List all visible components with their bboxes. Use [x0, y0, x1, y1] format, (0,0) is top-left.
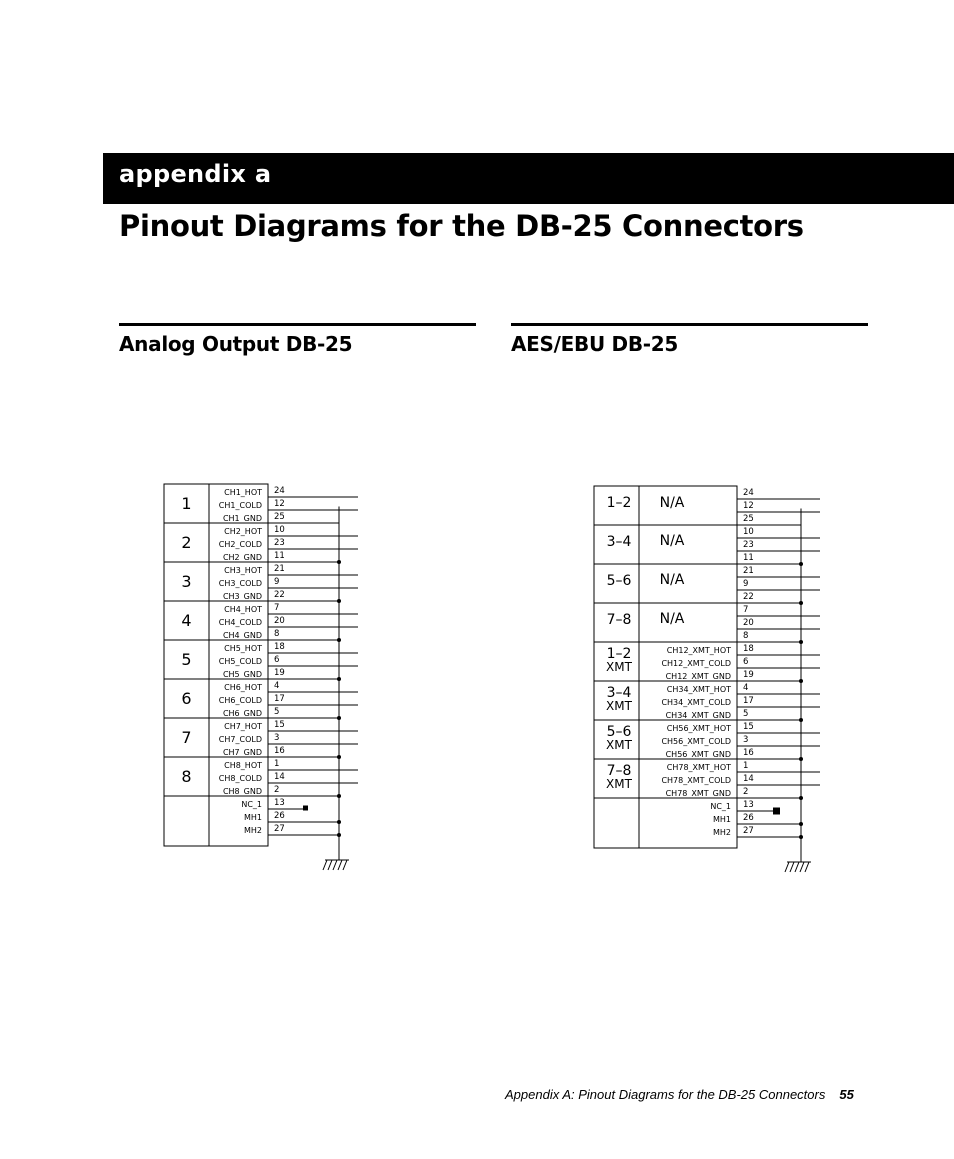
aes-section-rule [511, 323, 868, 326]
signal-label: NC_1 [710, 802, 731, 811]
channel-label: 1–2 [606, 646, 632, 662]
pin-number: 20 [743, 618, 754, 628]
signal-label: CH1_HOT [224, 488, 262, 497]
ground-hatch [328, 860, 332, 870]
channel-label: 3–4 [606, 685, 632, 701]
ground-hatch [805, 862, 809, 872]
pin-number: 1 [274, 759, 280, 769]
channel-label: 7–8 [606, 763, 632, 779]
pin-number: 6 [274, 655, 280, 665]
pin-number: 3 [274, 733, 280, 743]
signal-label: CH4_COLD [218, 618, 262, 627]
pin-number: 26 [743, 813, 754, 823]
pin-number: 5 [274, 707, 280, 717]
not-available-label: N/A [659, 611, 685, 627]
signal-label: CH6_HOT [224, 683, 262, 692]
analog-section-heading: Analog Output DB-25 [119, 332, 353, 356]
pin-number: 14 [274, 772, 285, 782]
pin-number: 19 [743, 670, 754, 680]
channel-label: 5–6 [606, 573, 632, 589]
aes-pinout-diagram [580, 470, 850, 890]
signal-label: CH7_HOT [224, 722, 262, 731]
pin-number: 4 [274, 681, 280, 691]
pin-number: 11 [274, 551, 285, 561]
pin-number: 15 [743, 722, 754, 732]
channel-label: 4 [181, 611, 192, 630]
signal-label: CH2_GND [222, 553, 262, 562]
ground-hatch [323, 860, 327, 870]
signal-label: CH56_XMT_HOT [666, 724, 731, 733]
signal-label: CH78_XMT_COLD [661, 776, 731, 785]
ground-hatch [785, 862, 789, 872]
pin-number: 10 [743, 527, 754, 537]
pin-number: 2 [743, 787, 749, 797]
ground-hatch [338, 860, 342, 870]
signal-label: CH56_XMT_GND [665, 750, 731, 759]
ground-hatch [795, 862, 799, 872]
channel-label: 2 [181, 533, 192, 552]
pin-number: 7 [743, 605, 749, 615]
channel-label: 3–4 [606, 534, 632, 550]
channel-sublabel: XMT [606, 699, 632, 713]
ground-hatch [800, 862, 804, 872]
signal-label: MH2 [712, 828, 731, 837]
pin-number: 10 [274, 525, 285, 535]
channel-label: 5–6 [606, 724, 632, 740]
signal-label: CH78_XMT_GND [665, 789, 731, 798]
signal-label: CH3_HOT [224, 566, 262, 575]
ground-hatch [333, 860, 337, 870]
pin-number: 25 [743, 514, 754, 524]
pin-number: 23 [743, 540, 754, 550]
signal-label: CH2_COLD [218, 540, 262, 549]
pin-number: 22 [743, 592, 754, 602]
page-number: 55 [839, 1087, 854, 1102]
signal-label: CH12_XMT_HOT [666, 646, 731, 655]
not-available-label: N/A [659, 572, 685, 588]
channel-label: 7 [181, 728, 192, 747]
channel-label: 3 [181, 572, 192, 591]
pin-number: 26 [274, 811, 285, 821]
signal-label: CH6_GND [222, 709, 262, 718]
signal-label: CH6_COLD [218, 696, 262, 705]
pin-number: 18 [274, 642, 285, 652]
signal-label: CH7_GND [222, 748, 262, 757]
signal-label: CH34_XMT_HOT [666, 685, 731, 694]
signal-label: CH4_HOT [224, 605, 262, 614]
pin-number: 23 [274, 538, 285, 548]
pin-number: 15 [274, 720, 285, 730]
ground-hatch [343, 860, 347, 870]
pin-number: 18 [743, 644, 754, 654]
pin-number: 14 [743, 774, 754, 784]
pin-number: 7 [274, 603, 280, 613]
channel-sublabel: XMT [606, 660, 632, 674]
pin-number: 6 [743, 657, 749, 667]
signal-label: CH5_HOT [224, 644, 262, 653]
channel-label: 8 [181, 767, 192, 786]
signal-label: CH5_GND [222, 670, 262, 679]
signal-label: CH5_COLD [218, 657, 262, 666]
analog-pinout-diagram [150, 470, 390, 880]
signal-label: CH4_GND [222, 631, 262, 640]
pin-number: 8 [274, 629, 280, 639]
pin-number: 13 [274, 798, 285, 808]
pin-number: 21 [274, 564, 285, 574]
signal-label: CH12_XMT_GND [665, 672, 731, 681]
signal-label: CH2_HOT [224, 527, 262, 536]
pin-number: 1 [743, 761, 749, 771]
signal-label: CH8_HOT [224, 761, 262, 770]
pin-number: 11 [743, 553, 754, 563]
pin-number: 3 [743, 735, 749, 745]
pin-number: 4 [743, 683, 749, 693]
channel-sublabel: XMT [606, 738, 632, 752]
nc-terminal [773, 808, 780, 815]
channel-label: 6 [181, 689, 192, 708]
aes-section-heading: AES/EBU DB-25 [511, 332, 679, 356]
nc-terminal [303, 806, 308, 811]
pin-number: 5 [743, 709, 749, 719]
signal-label: CH7_COLD [218, 735, 262, 744]
pin-number: 27 [743, 826, 754, 836]
channel-label: 1–2 [606, 495, 632, 511]
channel-sublabel: XMT [606, 777, 632, 791]
channel-label: 7–8 [606, 612, 632, 628]
pin-number: 24 [743, 488, 754, 498]
signal-label: CH12_XMT_COLD [661, 659, 731, 668]
signal-label: CH56_XMT_COLD [661, 737, 731, 746]
ground-hatch [790, 862, 794, 872]
signal-label: CH1_COLD [218, 501, 262, 510]
analog-section-rule [119, 323, 476, 326]
pin-number: 20 [274, 616, 285, 626]
pin-number: 13 [743, 800, 754, 810]
not-available-label: N/A [659, 533, 685, 549]
pin-number: 2 [274, 785, 280, 795]
signal-label: NC_1 [241, 800, 262, 809]
signal-label: MH2 [243, 826, 262, 835]
pin-number: 24 [274, 486, 285, 496]
pin-number: 16 [274, 746, 285, 756]
pin-number: 12 [274, 499, 285, 509]
appendix-banner [103, 153, 954, 204]
pin-number: 27 [274, 824, 285, 834]
page-footer [505, 1087, 854, 1102]
signal-label: CH8_COLD [218, 774, 262, 783]
signal-label: CH78_XMT_HOT [666, 763, 731, 772]
signal-label: MH1 [712, 815, 731, 824]
pin-number: 17 [274, 694, 285, 704]
signal-label: CH8_GND [222, 787, 262, 796]
signal-label: CH3_COLD [218, 579, 262, 588]
signal-label: MH1 [243, 813, 262, 822]
appendix-label: appendix a [119, 160, 272, 188]
pin-number: 21 [743, 566, 754, 576]
page-title: Pinout Diagrams for the DB-25 Connectors [119, 209, 804, 243]
signal-label: CH1_GND [222, 514, 262, 523]
not-available-label: N/A [659, 495, 685, 511]
channel-label: 1 [181, 494, 192, 513]
pin-number: 12 [743, 501, 754, 511]
pin-number: 16 [743, 748, 754, 758]
pin-number: 9 [274, 577, 280, 587]
signal-label: CH3_GND [222, 592, 262, 601]
pin-number: 19 [274, 668, 285, 678]
pin-number: 9 [743, 579, 749, 589]
pin-number: 17 [743, 696, 754, 706]
pin-number: 25 [274, 512, 285, 522]
pin-number: 8 [743, 631, 749, 641]
channel-label: 5 [181, 650, 192, 669]
signal-label: CH34_XMT_GND [665, 711, 731, 720]
pin-number: 22 [274, 590, 285, 600]
signal-label: CH34_XMT_COLD [661, 698, 731, 707]
footer-text: Appendix A: Pinout Diagrams for the DB-25 Connectors [505, 1087, 826, 1102]
